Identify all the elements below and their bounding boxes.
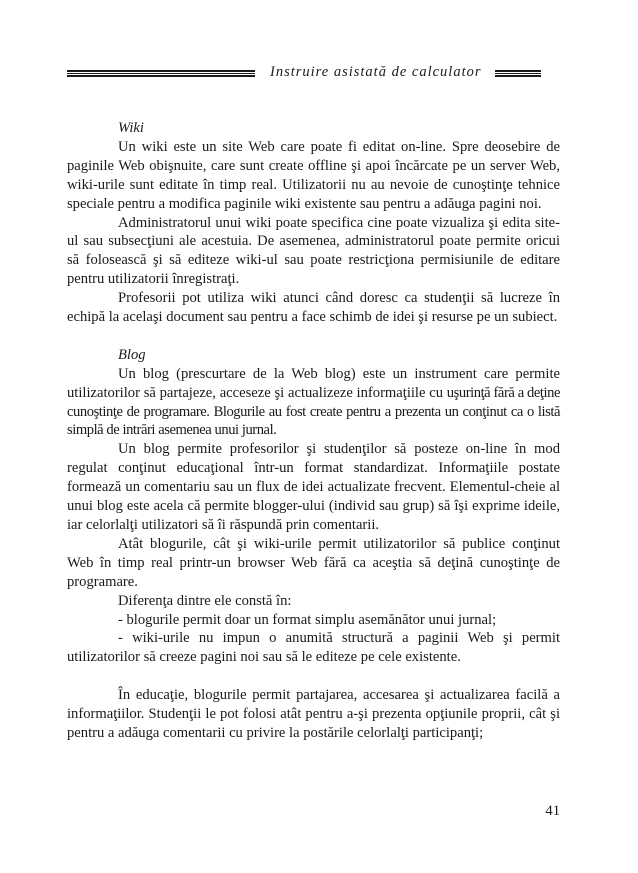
education-paragraph-1: În educaţie, blogurile permit partajarea, accesarea şi actualizarea facilă a informaţiilor. Studenţii le pot folosi atât pentru a-şi prezenta opţiunile proprii, cât şi pentru a adăuga comentarii cu privire la postările celorlalţi participanţi; [67, 687, 560, 741]
running-header [67, 62, 541, 86]
running-title: Instruire asistată de calculator [270, 64, 482, 80]
section-gap [67, 667, 560, 686]
page-number: 41 [545, 803, 560, 819]
list-item-2: - wiki-urile nu impun o anumită structură a paginii Web şi permit utilizatorilor să creeze pagini noi sau să le editeze pe cele existente. [67, 630, 560, 666]
header-rule-left [67, 70, 255, 77]
body-text [67, 119, 560, 743]
blog-paragraph-2: Un blog permite profesorilor şi studenţilor să posteze on-line în mod regulat conţinut educaţional într-un format standardizat. Informaţiile postate formează un comentariu sau un flux de idei actualizate frecvent. Elementul-cheie al unui blog este acela că permite blogger-ului (individ sau grup) să îşi exprime ideile, iar celorlalţi utilizatori să îi răspundă prin comentarii. [67, 441, 560, 534]
wiki-paragraph-1: Un wiki este un site Web care poate fi editat on-line. Spre deosebire de paginile Web obişnuite, care sunt create offline şi apoi încărcate pe un server Web, wiki-urile sunt editate în timp real. Utilizatorii nu au nevoie de cunoştinţe tehnice speciale pentru a modifica paginile wiki existente sau pentru a adăuga pagini noi. [67, 138, 560, 212]
blog-paragraph-1-part-a: Un blog (prescurtare de la Web blog) este un instrument care permite utilizatorilor să partajeze, acceseze şi actualizeze informaţiile cu [67, 365, 560, 401]
blog-paragraph-1 [67, 365, 560, 441]
blog-paragraph-3: Atât blogurile, cât şi wiki-urile permit utilizatorilor să publice conţinut Web în timp real printr-un browser Web fără ca aceştia să deţină cunoştinţe de programare. [67, 535, 560, 590]
header-rule-right [495, 70, 541, 77]
blog-paragraph-1-part-b: uşurinţă fără a deţine cunoştinţe de programare. Blogurile au fost create pentru a prezenta un conţinut ca o listă simplă de intrări asemenea unui jurnal. [67, 384, 561, 439]
section-heading-blog: Blog [118, 346, 146, 363]
section-heading-wiki: Wiki [118, 120, 144, 136]
list-item-1: - blogurile permit doar un format simplu asemănător unui jurnal; [118, 611, 497, 628]
section-gap [67, 327, 560, 346]
wiki-paragraph-3: Profesorii pot utiliza wiki atunci când doresc ca studenţii să lucreze în echipă la acelaşi document sau pentru a face schimb de idei şi resurse pe un subiect. [67, 290, 560, 326]
wiki-paragraph-2: Administratorul unui wiki poate specifica cine poate vizualiza şi edita site-ul sau subsecţiuni ale acestuia. De asemenea, administratorul poate permite oricui să folosească şi să editeze wiki-ul sau poate restricţiona permisiunile de editare pentru utilizatorii înregistraţi. [67, 214, 560, 288]
blog-paragraph-4: Diferenţa dintre ele constă în: [118, 592, 292, 609]
